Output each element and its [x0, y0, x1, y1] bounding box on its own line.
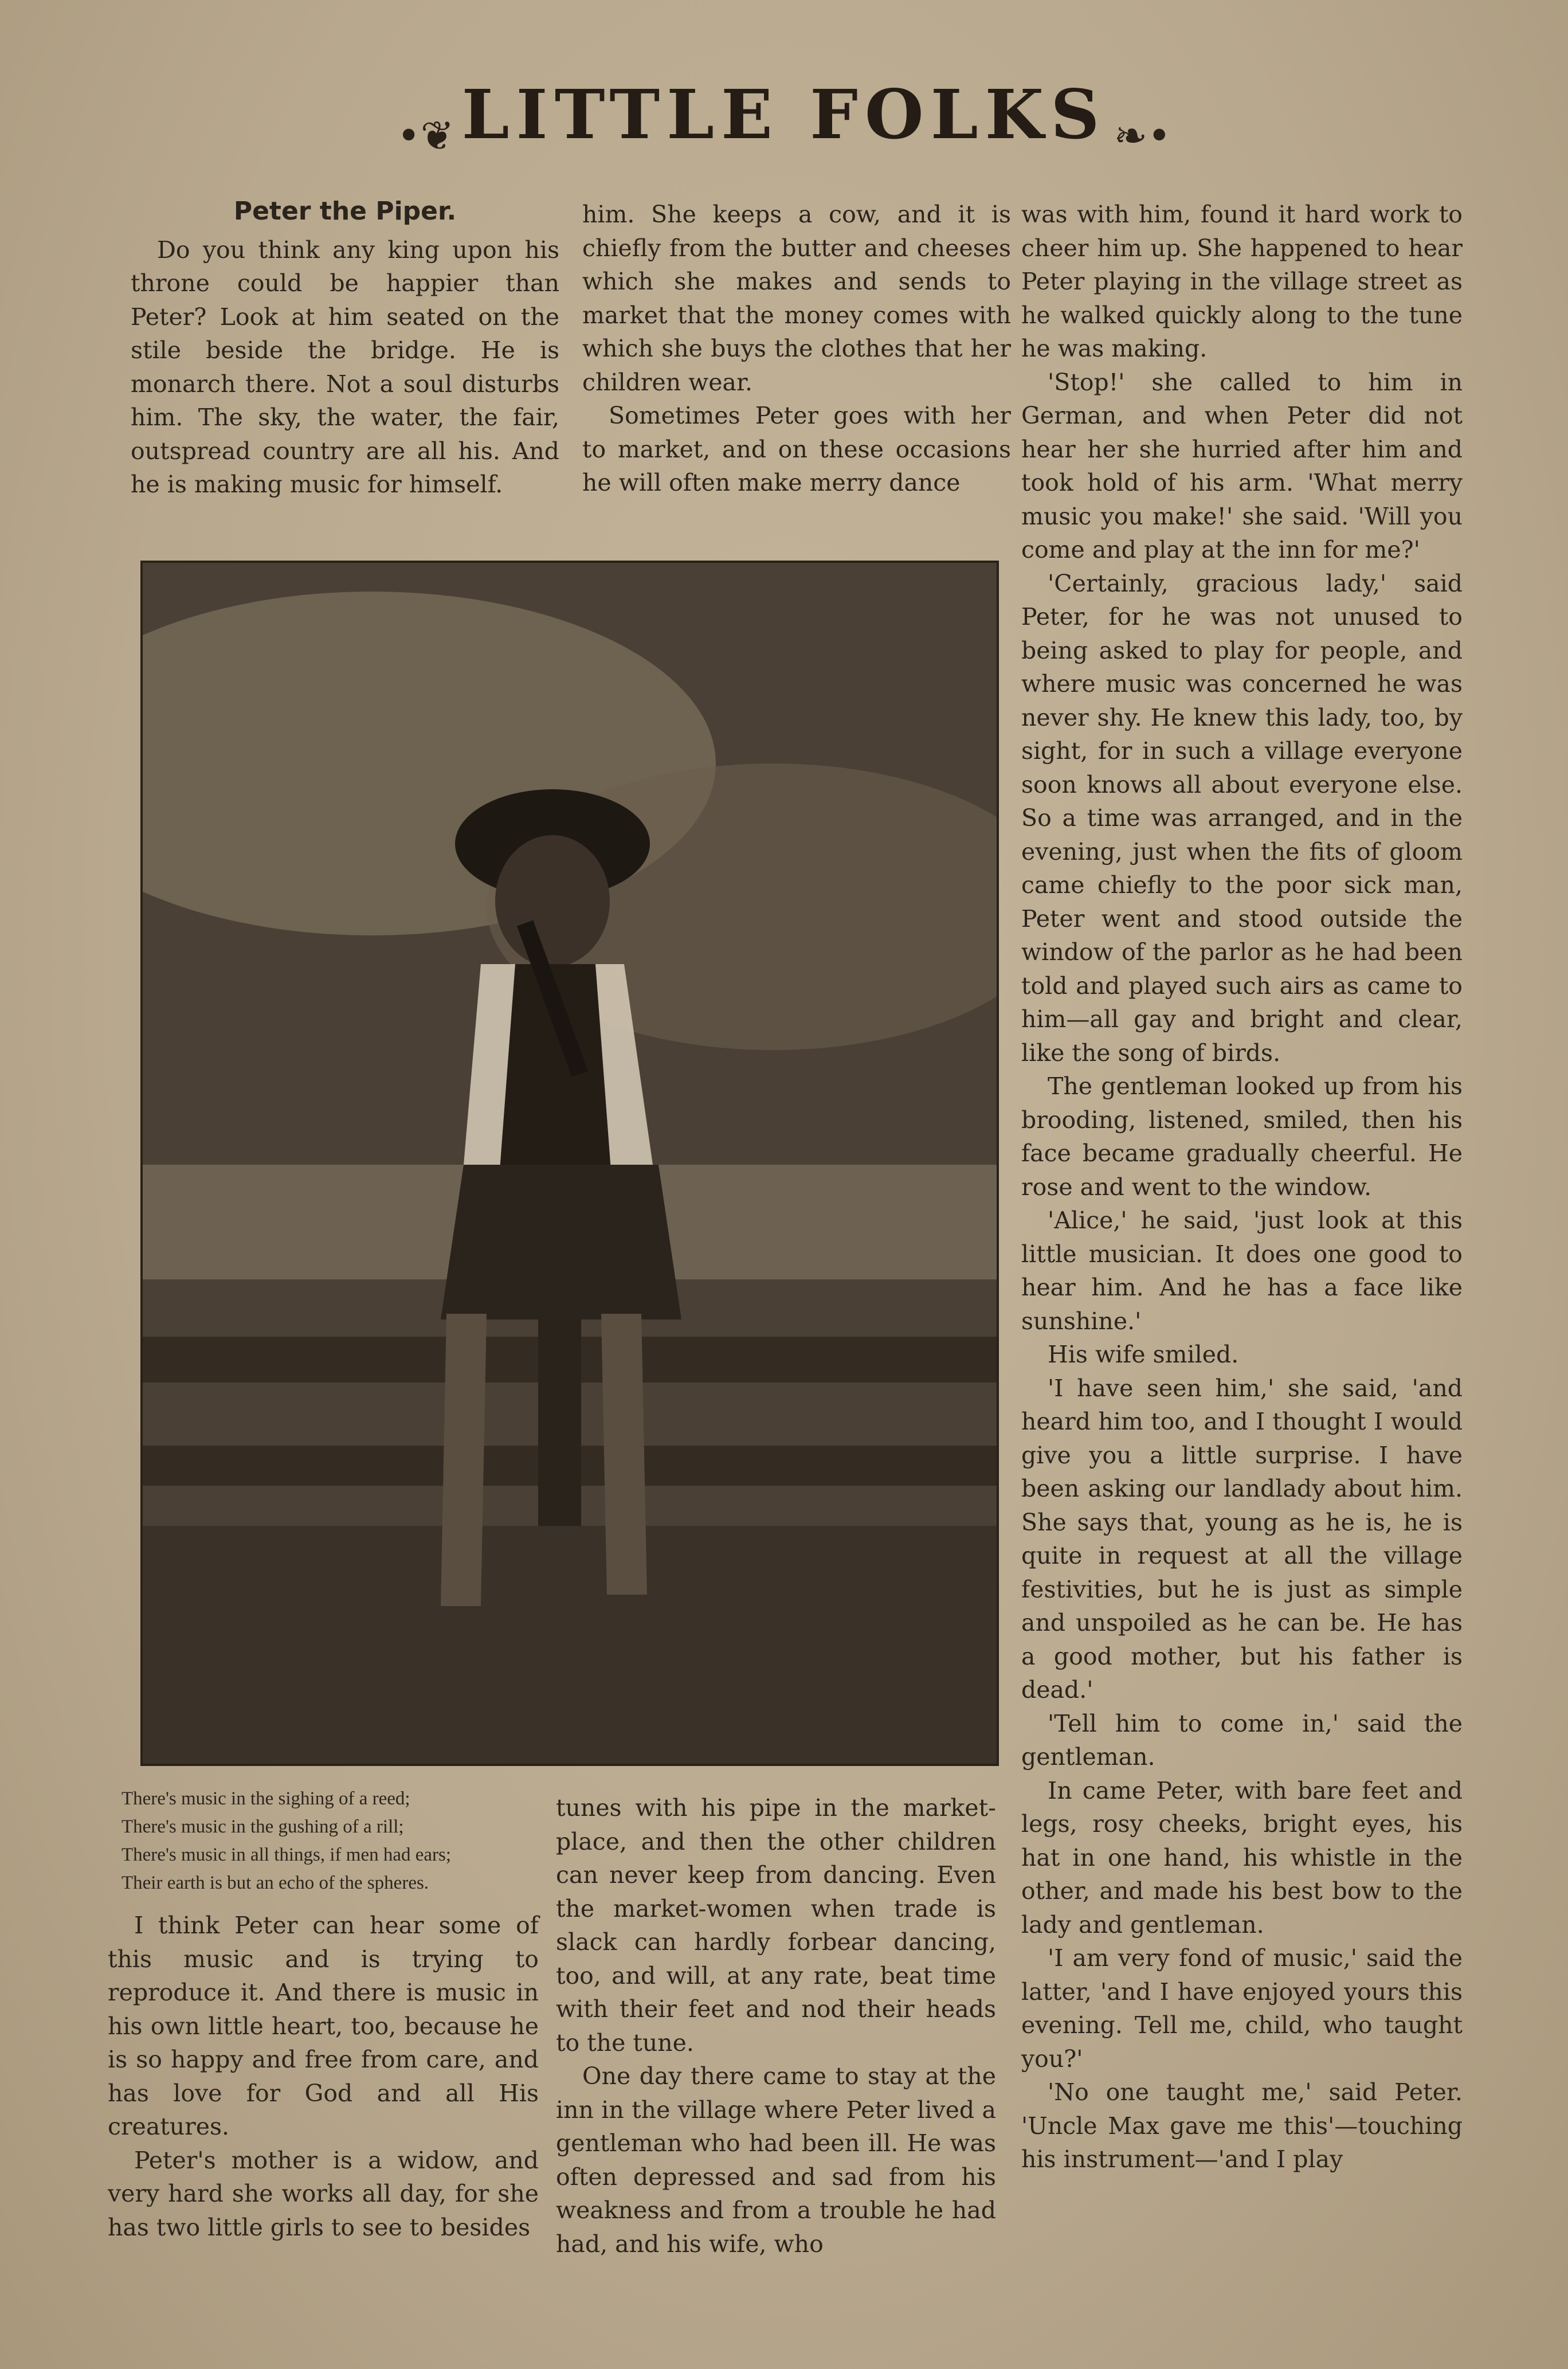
article-heading: Peter the Piper. — [233, 197, 457, 226]
paragraph: 'I have seen him,' she said, 'and heard him too, and I thought I would give you a little surprise. I have been asking our landlady about him. She says that, young as he is, he is quite in request at all the village festivities, but he is just as simple and unspoiled as he can be. He has a good mother, but his father is dead.' — [1021, 1374, 1463, 1704]
column-1-bottom — [108, 1909, 539, 2244]
paragraph: 'No one taught me,' said Peter. 'Uncle Max gave me this'—touching his instrument—'and I play — [1021, 2078, 1463, 2173]
paragraph: tunes with his pipe in the market-place, and then the other children can never keep from dancing. Even the market-women when trade is slack can hardly forbear dancing, too, and will, at any rate, beat time with their feet and nod their heads to the tune. — [556, 1794, 996, 2057]
paragraph: In came Peter, with bare feet and legs, rosy cheeks, bright eyes, his hat in one hand, his whistle in the other, and made his best bow to the lady and gentleman. — [1021, 1776, 1463, 1939]
poem — [121, 1785, 546, 1897]
paragraph: I think Peter can hear some of this music and is trying to reproduce it. And there is music in his own little heart, too, because he is so happy and free from care, and has love for God and all His creatures. — [108, 1912, 539, 2140]
paragraph: 'Alice,' he said, 'just look at this little musician. It does one good to hear him. And he has a face like sunshine.' — [1021, 1207, 1463, 1335]
paragraph: 'Stop!' she called to him in German, and when Peter did not hear her she hurried after him and took hold of his arm. 'What merry music you make!' she said. 'Will you come and play at the inn for me?' — [1021, 368, 1463, 563]
engraving-boy-playing-pipe — [140, 561, 999, 1766]
column-3 — [1021, 198, 1463, 2176]
poem-line: There's music in the gushing of a rill; — [121, 1816, 404, 1837]
poem-line: There's music in the sighing of a reed; — [121, 1788, 410, 1809]
paragraph: Sometimes Peter goes with her to market, and on these occasions he will often make merry dance — [582, 402, 1011, 496]
paragraph: Peter's mother is a widow, and very hard she works all day, for she has two little girls to see to besides — [108, 2146, 539, 2241]
paragraph: 'I am very fond of music,' said the latter, 'and I have enjoyed yours this evening. Tell me, child, who taught you?' — [1021, 1944, 1463, 2073]
paragraph: The gentleman looked up from his brooding, listened, smiled, then his face became gradually cheerful. He rose and went to the window. — [1021, 1072, 1463, 1201]
illustration-art — [143, 563, 997, 1764]
poem-line: There's music in all things, if men had ears; — [121, 1845, 452, 1865]
column-2-bottom — [556, 1791, 996, 2261]
column-1-top — [131, 195, 559, 502]
paragraph: Do you think any king upon his throne could be happier than Peter? Look at him seated on the stile beside the bridge. He is monarch there. Not a soul disturbs him. The sky, the water, the fair, outspread country are all his. And he is making music for himself. — [131, 236, 559, 498]
paragraph: One day there came to stay at the inn in the village where Peter lived a gentleman who had been ill. He was often depressed and sad from his weakness and from a trouble he had had, and his wife, who — [556, 2062, 996, 2258]
paragraph: was with him, found it hard work to cheer him up. She happened to hear Peter playing in the village street as he walked quickly along to the tune he was making. — [1021, 201, 1463, 362]
paragraph: him. She keeps a cow, and it is chiefly from the butter and cheeses which she makes and sends to market that the money comes with which she buys the clothes that her children wear. — [582, 201, 1011, 396]
poem-line: Their earth is but an echo of the spheres. — [121, 1873, 429, 1893]
masthead — [0, 75, 1568, 159]
scroll-ornament-right-icon: ❧• — [1114, 112, 1171, 159]
masthead-title: LITTLE FOLKS — [461, 75, 1107, 154]
scroll-ornament-left-icon: •❦ — [397, 112, 454, 159]
paragraph: His wife smiled. — [1048, 1341, 1239, 1368]
paragraph: 'Certainly, gracious lady,' said Peter, for he was not unused to being asked to play for people, and where music was concerned he was never shy. He knew this lady, too, by sight, for in such a village everyone soon knows all about everyone else. So a time was arranged, and in the evening, just when the fits of gloom came chiefly to the poor sick man, Peter went and stood outside the window of the parlor as he had been told and played such airs as came to him—all gay and bright and clear, like the song of birds. — [1021, 569, 1463, 1067]
paragraph: 'Tell him to come in,' said the gentleman. — [1021, 1709, 1463, 1771]
column-2-top — [582, 198, 1011, 500]
